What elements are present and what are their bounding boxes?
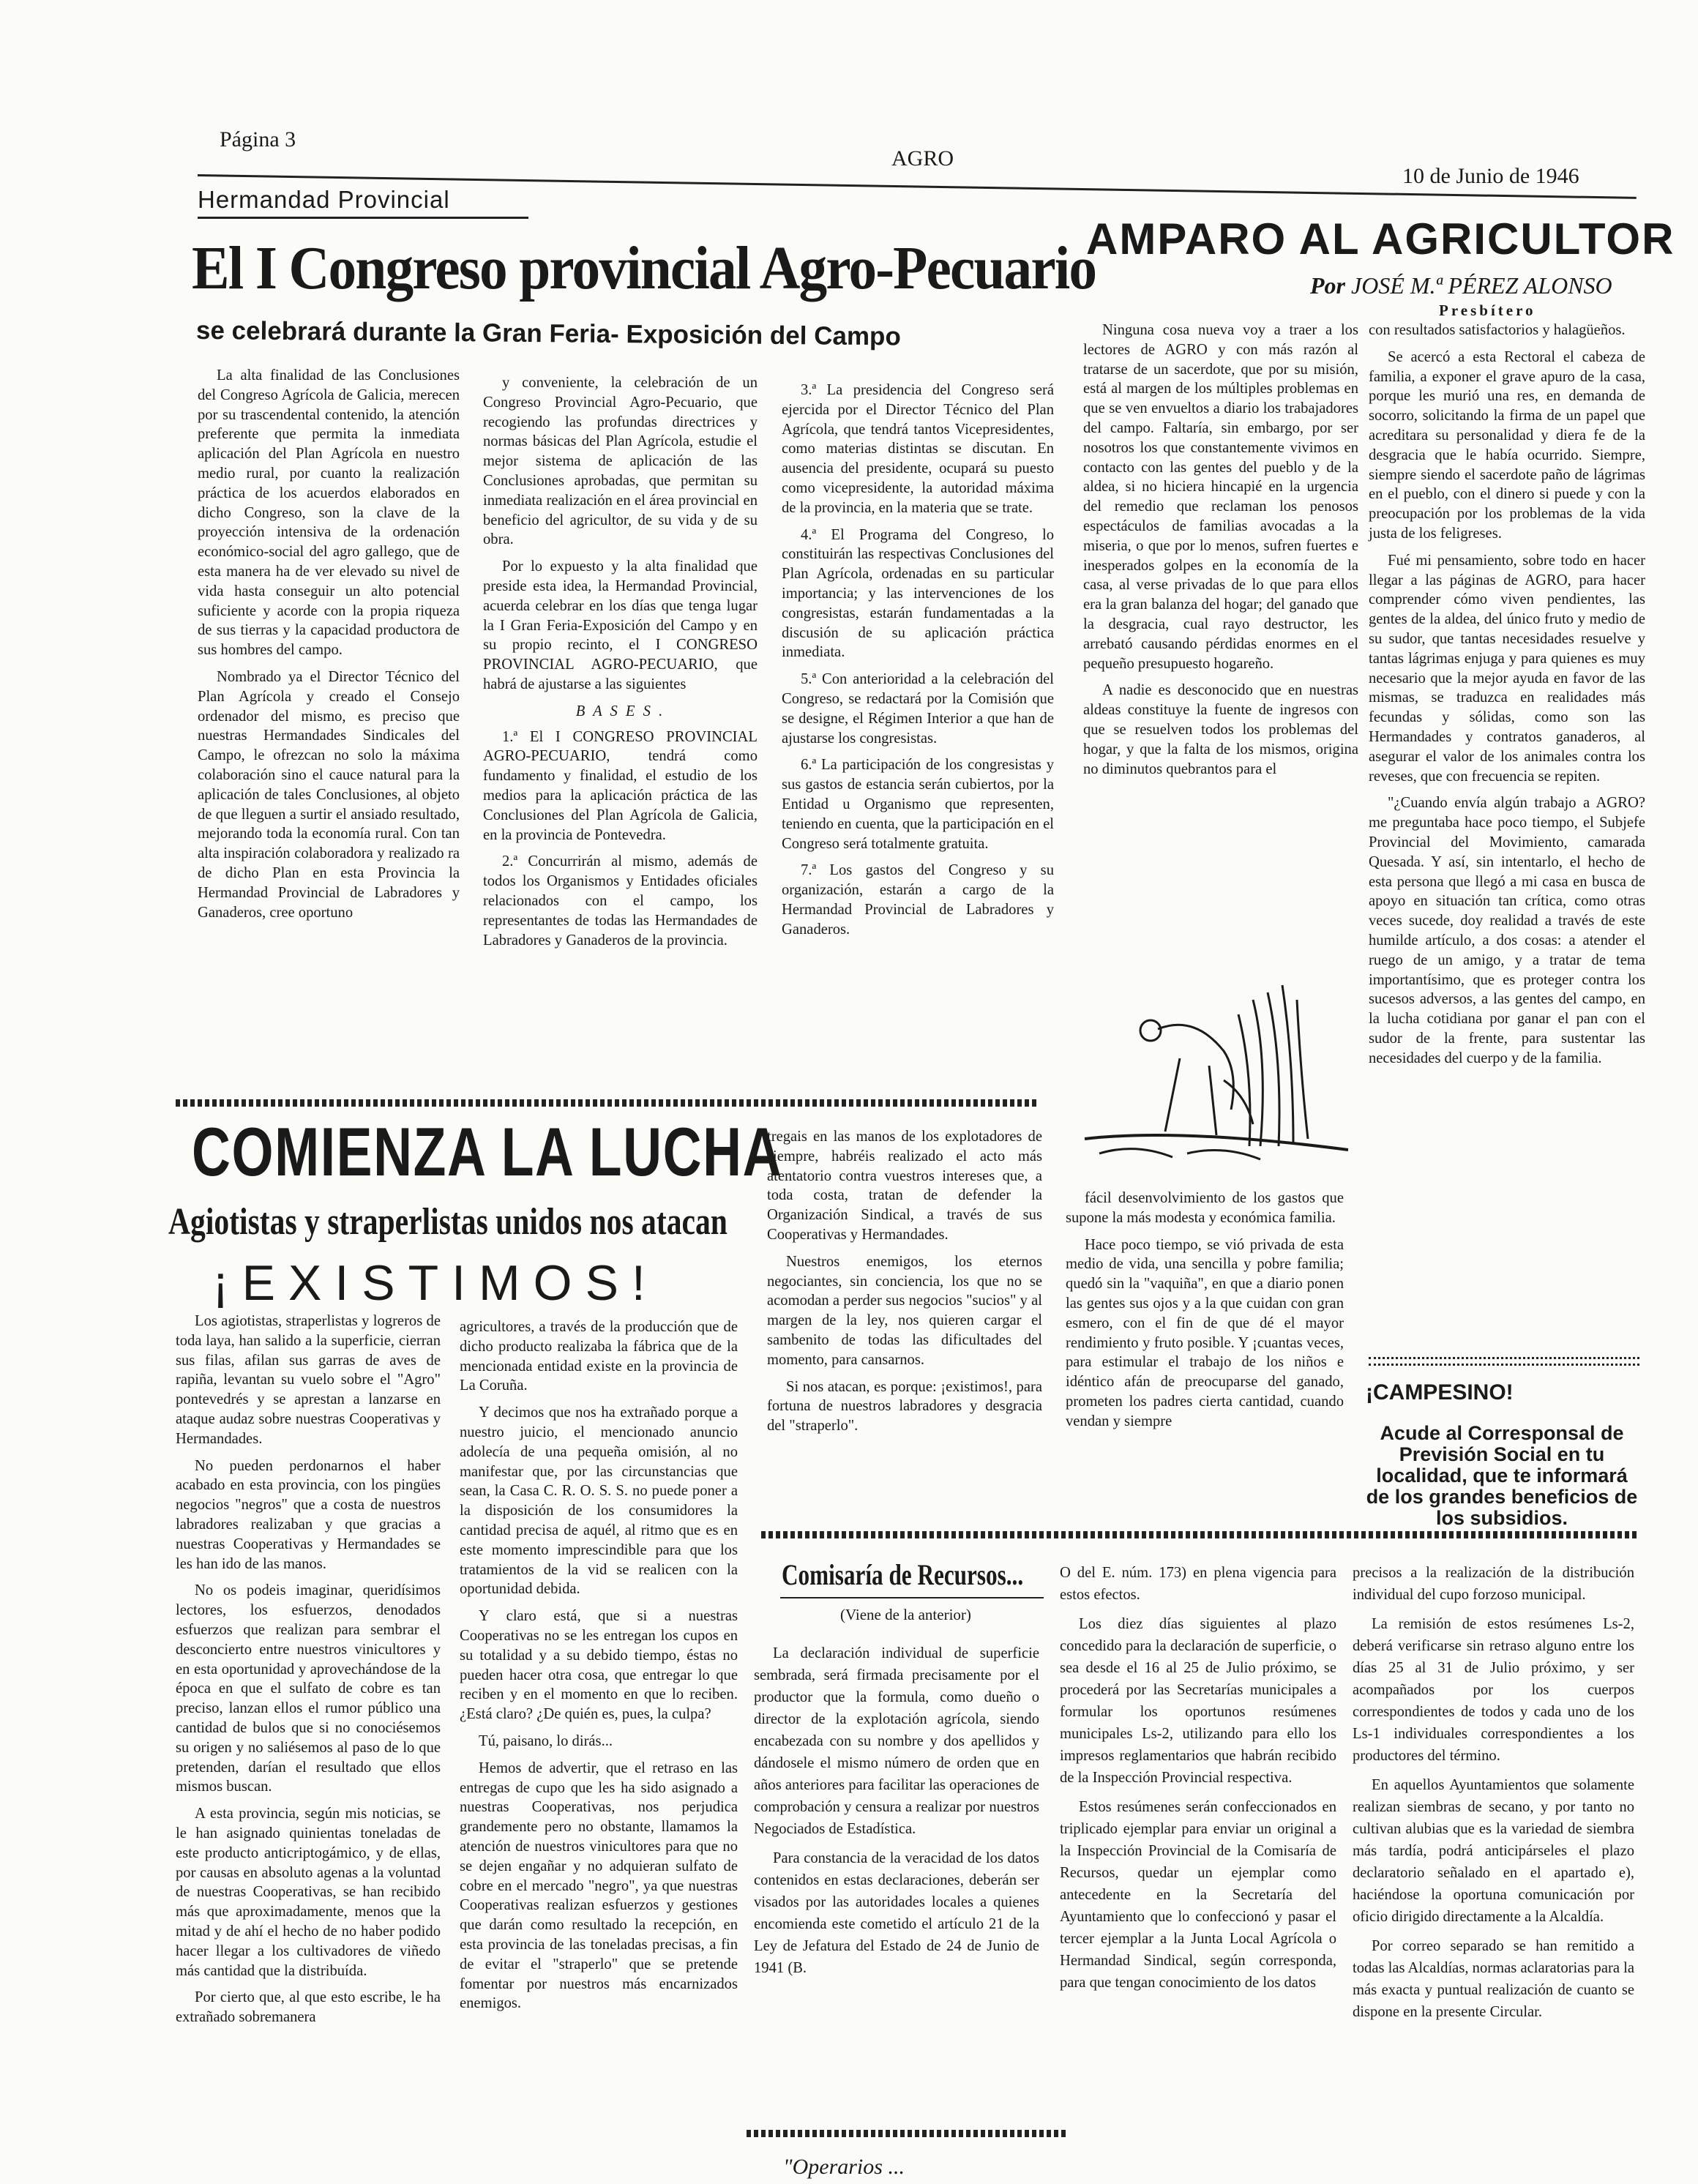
- comisaria-continued: (Viene de la anterior): [840, 1606, 971, 1623]
- paragraph: Se acercó a esta Rectoral el cabeza de familia, a exponer el grave apuro de la casa, porque les murió una res, en demanda de socorro, solicitando la firma de un papel que acreditara su personalidad y diera fe de la desgracia que le había ocurrido. Siempre, siempre siendo el sacerdote paño de lágrimas en el pueblo, con el dinero si puede y con la preocupación por los problemas de la vida justa de los feligreses.: [1369, 348, 1645, 542]
- paragraph: Por lo expuesto y la alta finalidad que preside esta idea, la Hermandad Provincial, acuerda celebrar en los días que tenga lugar la I Gran Feria-Exposición del Campo y en su propio recinto, el I CONGRESO PROVINCIAL AGRO-PECUARIO, que habrá de ajustarse a las siguientes: [483, 558, 758, 692]
- newspaper-name: AGRO: [891, 146, 954, 171]
- comisaria-headline: Comisaría de Recursos...: [782, 1558, 1024, 1591]
- amparo-headline: AMPARO AL AGRICULTOR: [1086, 214, 1675, 263]
- paragraph: Los diez días siguientes al plazo concedido para la declaración de superficie, o sea desde el 16 al 25 de Julio próximo, se procederá por las Secretarías municipales a formular los oportunos resúmenes municipales Ls-2, utilizando para ello los impresos reglamentarios que habrán recibido de la Inspección Provincial respectiva.: [1060, 1616, 1336, 1786]
- congreso-column-3: [782, 381, 1054, 947]
- paragraph: Ninguna cosa nueva voy a traer a los lectores de AGRO y con más razón al tratarse de un sacerdote, que por su misión, está al margen de los múltiples problemas en que se ven envueltos a diario los trabajadores del campo. Faltaría, sin embargo, por ser nosotros los que constantemente vivimos en contacto con las gentes del pueblo y de la aldea, si no hiciera hincapié en la urgencia del remedio que reclaman los penosos espectáculos de familias avocadas a la miseria, o que por lo menos, sufren fuertes e inesperados golpes en la economía de la casa, al verse privadas de lo que para ellos era la gran balanza del hogar; del ganado que la desgracia, cual rayo destructor, les arrebató causando pérdidas enormes en el pequeño presupuesto hogareño.: [1083, 322, 1358, 672]
- paragraph: "¿Cuando envía algún trabajo a AGRO? me preguntaba hace poco tiempo, el Subjefe Provincial del Movimiento, camarada Quesada. Y así, sin intentarlo, el hecho de esta persona que llegó a mi casa en busca de apoyo en situación tan crítica, como otras veces sucede, doy realidad a través de este humilde artículo, a dos cosas: a atender el ruego de un amigo, y a tratar de tema importantísimo, que es proteger contra los sucesos adversos, a las gentes del campo, en la lucha cotidiana por ganar el pan con el sudor de la frente, para sustentar las necesidades del cuerpo y de la familia.: [1369, 795, 1645, 1066]
- paragraph: 1.ª El I CONGRESO PROVINCIAL AGRO-PECUARIO, tendrá como fundamento y finalidad, el estudio de los medios para la aplicación práctica de las Conclusiones del Plan Agrícola de Galicia, en la provincia de Pontevedra.: [483, 728, 758, 843]
- byline-role: Presbítero: [1439, 302, 1536, 319]
- paragraph: En aquellos Ayuntamientos que solamente realizan siembras de secano, y por tanto no cultivan alubias que es la variedad de siembra más tardía, podrá anticipárseles el plazo declaratorio señalado en el apartado e), haciéndose la oportuna comunicación por oficio dirigido directamente a la Alcaldía.: [1353, 1777, 1634, 1925]
- paragraph: Los agiotistas, straperlistas y logreros de toda laya, han salido a la superficie, cierran sus filas, afilan sus garras de aves de rapiña, levantan su vuelo sobre el "Agro" pontevedrés y se aprestan a lanzarse en ataque audaz sobre nuestras Cooperativas y Hermandades.: [176, 1313, 441, 1447]
- paragraph: La remisión de estos resúmenes Ls-2, deberá verificarse sin retraso alguno entre los días 25 al 31 de Julio próximo, y ser acompañados por los cuerpos correspondientes de todos y cada uno de los Ls-1 individuales correspondientes a los productores del término.: [1353, 1616, 1634, 1764]
- congreso-column-2: [483, 373, 758, 957]
- amparo-column-a: [1083, 321, 1358, 786]
- paragraph: Hace poco tiempo, se vió privada de esta medio de vida, una sencilla y pobre familia; quedó sin la "vaquiña", en que a diario ponen las gentes sus ojos y a la que cuidan con gran esmero, con el fin de que dé el mayor rendimiento y fruto posible. Y ¡cuantas veces, para estimular el trabajo de los niños e idéntico afán de preocuparse del ganado, prometen los padres cierta cantidad, cuando vendan y siempre: [1066, 1236, 1344, 1429]
- paragraph: A esta provincia, según mis noticias, se le han asignado quinientas toneladas de este producto anticriptogámico, y de ellas, por causas en absoluto agenas a la voluntad de nuestras Cooperativas, se han recibido más que aproximadamente, menos que la mitad y de ahí el hecho de no haber podido hacer llegar a los cultivadores de viñedo más cantidad que la distribuída.: [176, 1806, 441, 1979]
- paragraph: precisos a la realización de la distribución individual del cupo forzoso municipal.: [1353, 1565, 1634, 1603]
- paragraph: 5.ª Con anterioridad a la celebración del Congreso, se redactará por la Comisión que se designe, el Régimen Interior a que han de ajustarse los congresistas.: [782, 671, 1054, 747]
- section-divider: [176, 1099, 1039, 1107]
- lucha-exclaim: ¡EXISTIMOS!: [212, 1255, 659, 1311]
- comisaria-column-2: [1060, 1562, 1336, 2001]
- campesino-notice: Acude al Corresponsal de Previsión Social en tu localidad, que te informará de los grandes beneficios de los subsidios.: [1366, 1422, 1638, 1529]
- paragraph: Fué mi pensamiento, sobre todo en hacer llegar a las páginas de AGRO, para hacer comprender cómo viven pendientes, las gentes de la aldea, del único fruto y medio de su sudor, que tantas necesidades resuelve y tantas lágrimas enjuga y para quienes es muy necesario que la mejor ayuda en favor de las mismas, se traduzca en realidades más fecundas y sólidas, como son las Hermandades y contratos ganaderos, al asegurar el valor de los animales contra los reveses, que con frecuencia se repiten.: [1369, 552, 1645, 785]
- comisaria-column-1: [754, 1642, 1039, 1986]
- comisaria-column-3: [1353, 1562, 1634, 2030]
- farmer-body: [1158, 1025, 1233, 1110]
- paragraph: La alta finalidad de las Conclusiones del Congreso Agrícola de Galicia, merecen por su trascendental contenido, la atención preferente que permita la inmediata aplicación del Plan Agrícola en nuestro medio rural, por cuanto la realización práctica de los acuerdos elaborados en dicho Congreso, son la clave de la proyección intensiva de la ordenación económico-social del agro gallego, que de esta manera ha de ver elevado su nivel de vida hasta conseguir un alto potencial suficiente y acorde con la propia riqueza de sus tierras y la capacidad productora de sus hombres del campo.: [198, 367, 460, 659]
- paragraph: 7.ª Los gastos del Congreso y su organización, estarán a cargo de la Hermandad Provincial de Labradores y Ganaderos.: [782, 862, 1054, 938]
- paragraph: Si nos atacan, es porque: ¡existimos!, para fortuna de nuestros labradores y desgracia del "straperlo".: [767, 1378, 1042, 1435]
- lucha-subtitle: Agiotistas y straperlistas unidos nos atacan: [168, 1201, 728, 1243]
- paragraph: Estos resúmenes serán confeccionados en triplicado ejemplar para enviar un original a la Inspección Provincial de la Comisaría de Recursos, quedar un ejemplar como antecedente en la Secretaría del Ayuntamiento que lo confeccionó y pasar el tercer ejemplar a la Junta Local Agrícola o Hermandad Sindical, según corresponda, para que tengan conocimiento de los datos: [1060, 1799, 1336, 1991]
- paragraph: con resultados satisfactorios y halagüeños.: [1369, 322, 1626, 338]
- paragraph: fácil desenvolvimiento de los gastos que supone la más modesta y económica familia.: [1066, 1190, 1344, 1226]
- paragraph: No pueden perdonarnos el haber acabado en esta provincia, con los pingües negocios "negros" que a costa de nuestros labradores realizaban y que gracias a nuestras Cooperativas y Hermandades se les han ido de las manos.: [176, 1457, 441, 1572]
- paragraph: Por cierto que, al que esto escribe, le ha extrañado sobremanera: [176, 1989, 441, 2026]
- footer-snippet: "Operarios ...: [783, 2155, 905, 2179]
- paragraph: 4.ª El Programa del Congreso, lo constituirán las respectivas Conclusiones del Plan Agrícola, ordenadas en su particular importancia; y las intervenciones de los congresistas, estarán fundamentadas a la discusión de su aplicación práctica inmediata.: [782, 526, 1054, 661]
- kicker-underline: [198, 217, 528, 219]
- amparo-column-a2: [1066, 1189, 1344, 1439]
- campesino-divider: [1369, 1357, 1639, 1366]
- paragraph: Y claro está, que si a nuestras Cooperativas no se les entregan los cupos en su totalidad y a su debido tiempo, éstas no pueden hacer otra cosa, que entregar lo que reciben y en el momento en que lo reciben. ¿Está claro? ¿De quién es, pues, la culpa?: [460, 1608, 738, 1723]
- paragraph: 6.ª La participación de los congresistas y sus gastos de estancia serán cubiertos, por la Entidad u Organismo que representen, teniendo en cuenta, que la participación en el Congreso será totalmente gratuita.: [782, 757, 1054, 852]
- lucha-column-2: [460, 1317, 738, 2021]
- paragraph: Nombrado ya el Director Técnico del Plan Agrícola y creado el Consejo ordenador del mismo, es preciso que nuestras Hermandades Sindicales del Campo, le ofrezcan no solo la máxima colaboración sino el cauce natural para la aplicación de tales Conclusiones, al objeto de que lleguen a surtir el ansiado resultado, mejorando toda la economía rural. Con tan alta inspiración colaboradora y realizado ra de dicho Plan en esta Provincia la Hermandad Provincial de Labradores y Ganaderos, cree oportuno: [198, 668, 460, 921]
- byline-por: Por: [1310, 272, 1345, 299]
- issue-date: 10 de Junio de 1946: [1402, 164, 1579, 188]
- paragraph: agricultores, a través de la producción que de dicho producto realizaba la fábrica que de la mencionada entidad existe en la provincia de La Coruña.: [460, 1319, 738, 1394]
- congreso-headline: El I Congreso provincial Agro-Pecuario: [192, 234, 1096, 302]
- campesino-title: ¡CAMPESINO!: [1366, 1380, 1514, 1405]
- lucha-column-3: [767, 1127, 1042, 1443]
- farmer-cutting-grass-illustration: [1070, 971, 1363, 1175]
- paragraph: O del E. núm. 173) en plena vigencia para estos efectos.: [1060, 1565, 1336, 1603]
- paragraph: Por correo separado se han remitido a todas las Alcaldías, normas aclaratorias para la más exacta y puntual realización de cuanto se dispone en la presente Circular.: [1353, 1938, 1634, 2020]
- paragraph: Y decimos que nos ha extrañado porque a nuestro juicio, el mencionado anuncio adolecía de una pequeña omisión, al no manifestar que, por las circunstancias que sean, la Casa C. R. O. S. S. no puede poner a la disposición de los consumidores la cantidad precisa de aquél, al ritmo que es en este momento imprescindible para que los tratamientos de la vid se realicen con la oportunidad debida.: [460, 1405, 738, 1598]
- grass-stalks: [1253, 1000, 1263, 1146]
- paragraph: 2.ª Concurrirán al mismo, además de todos los Organismos y Entidades oficiales relacionados con el campo, los representantes de todas las Hermandades de Labradores y Ganaderos de la provincia.: [483, 853, 758, 949]
- paragraph: tregais en las manos de los explotadores de siempre, habréis realizado el acto más atentatorio contra vuestros intereses que, a toda costa, tratan de defender la Organización Sindical, a través de sus Cooperativas y Hermandades.: [767, 1129, 1042, 1243]
- amparo-column-b: [1369, 321, 1645, 1075]
- section-kicker: Hermandad Provincial: [198, 186, 450, 213]
- paragraph: Para constancia de la veracidad de los datos contenidos en estas declaraciones, deberán ser visados por las autoridades locales a quienes encomienda este cometido el artículo 21 de la Ley de Jefatura del Estado de 24 de Junio de 1941 (B.: [754, 1850, 1039, 1976]
- congreso-column-1: [198, 366, 460, 930]
- paragraph: La declaración individual de superficie sembrada, será firmada precisamente por el productor que la formula, como dueño o director de la explotación agrícola, siendo encabezada con su nombre y dos apellidos y dándosele el mismo número de orden que en años anteriores para facilitar las operaciones de comprobación y censura a realizar por nuestros Negociados de Estadística.: [754, 1645, 1039, 1837]
- paragraph: Tú, paisano, lo dirás...: [479, 1732, 613, 1749]
- congreso-subtitle: se celebrará durante la Gran Feria- Exposición del Campo: [195, 316, 901, 351]
- amparo-byline: [1310, 272, 1612, 299]
- bases-heading: B A S E S .: [575, 703, 665, 719]
- lucha-column-1: [176, 1312, 441, 2035]
- paragraph: No os podeis imaginar, queridísimos lectores, los esfuerzos, denodados esfuerzos que realizan para sembrar el desconcierto entre nuestros vinicultores y en esta oportunidad y aprovechándose de la época en que el sulfato de cobre es tan preciso, lanzan ellos el rumor público una cantidad de bulos que si no conociésemos su origen y no saliésemos al paso de lo que pretenden, darían el resultado que ellos mismos buscan.: [176, 1582, 441, 1795]
- paragraph: Nuestros enemigos, los eternos negociantes, sin conciencia, los que no se acomodan a perder sus negocios "sucios" y al margen de la ley, nos quieren cargar el sambenito de todas las dificultades del momento, para cansarnos.: [767, 1253, 1042, 1368]
- paragraph: A nadie es desconocido que en nuestras aldeas constituye la fuente de ingresos con que se resuelven todos los problemas del hogar, y que la falta de los mismos, origina no diminutos quebrantos para el: [1083, 682, 1358, 777]
- section-divider: [747, 2130, 1069, 2137]
- farmer-head: [1140, 1020, 1161, 1041]
- section-divider: [761, 1531, 1639, 1538]
- grass-stalks: [1268, 992, 1279, 1146]
- page-number: Página 3: [220, 127, 296, 152]
- byline-author: JOSÉ M.ª PÉREZ ALONSO: [1351, 272, 1612, 299]
- lucha-headline: COMIENZA LA LUCHA: [192, 1113, 783, 1190]
- paragraph: y conveniente, la celebración de un Congreso Provincial Agro-Pecuario, que recogiendo las profundas directrices y normas básicas del Plan Agrícola, estudie el mejor sistema de aplicación de las Conclusiones aprobadas, que permitan su inmediata realización en el área provincial en beneficio del agricultor, de su vida y de su obra.: [483, 375, 758, 548]
- comisaria-underline: [780, 1597, 1044, 1598]
- paragraph: 3.ª La presidencia del Congreso será ejercida por el Director Técnico del Plan Agrícola, que tendrá tantos Vicepresidentes, como materias distintas se discutan. En ausencia del presidente, ocupará su puesto como vicepresidente, la autoridad máxima de la provincia, en la materia que se trate.: [782, 382, 1054, 516]
- paragraph: Hemos de advertir, que el retraso en las entregas de cupo que les ha sido asignado a nuestras Cooperativas, nos perjudica grandemente pero no obstante, llamamos la atención de nuestros vinicultores para que no se dejen engañar y no adquieran sulfato de cobre en el mercado "negro", ya que nuestras Cooperativas realizan esfuerzos y gestiones que darán como resultado la recepción, en esta provincia de las toneladas precisas, a fin de evitar el "straperlo" que se pretende fomentar por nuestros más encarnizados enemigos.: [460, 1759, 738, 2012]
